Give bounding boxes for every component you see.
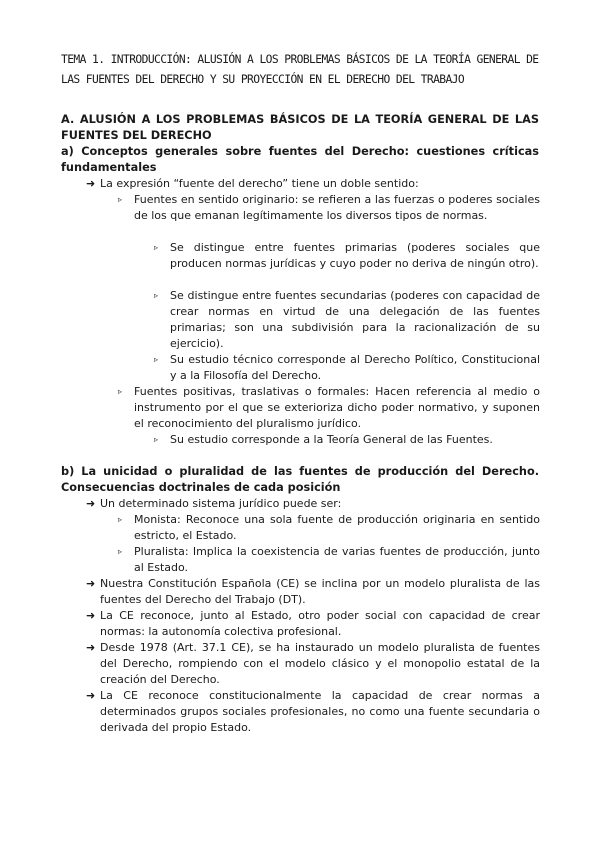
arrow-bullet-icon: ➜ [86, 577, 96, 590]
triangle-bullet-icon: ▹ [154, 243, 159, 252]
document-title: TEMA 1. INTRODUCCIÓN: ALUSIÓN A LOS PROBLEMAS BÁSICOS DE LA TEORÍA GENERAL DE LAS FUENTES DEL DERECHO Y SU PROYECCIÓN EN EL DERECHO DEL TRABAJO [61, 53, 539, 86]
triangle-bullet-icon: ▹ [118, 195, 123, 204]
list-item: Su estudio corresponde a la Teoría General de las Fuentes. [170, 433, 493, 446]
arrow-bullet-icon: ➜ [86, 689, 96, 702]
list-item: Pluralista: Implica la coexistencia de varias fuentes de producción, junto al Estado. [134, 545, 540, 574]
list-item: Fuentes en sentido originario: se refieren a las fuerzas o poderes sociales de los que emanan legítimamente los diversos tipos de normas. [134, 193, 540, 222]
list-item: La expresión “fuente del derecho” tiene un doble sentido: [100, 177, 419, 190]
list-item: Fuentes positivas, traslativas o formales: Hacen referencia al medio o instrumento por el que se exterioriza dicho poder normativo, y suponen el reconocimiento del pluralismo jurídico. [134, 385, 540, 430]
list-item: Se distingue entre fuentes secundarias (poderes con capacidad de crear normas en virtud de una delegación de las fuentes primarias; son una subdivisión para la racionalización de su ejercicio). [170, 289, 540, 350]
list-item: Su estudio técnico corresponde al Derecho Político, Constitucional y a la Filosofía del Derecho. [170, 353, 540, 382]
arrow-bullet-icon: ➜ [86, 497, 96, 510]
triangle-bullet-icon: ▹ [154, 355, 159, 364]
arrow-bullet-icon: ➜ [86, 641, 96, 654]
arrow-bullet-icon: ➜ [86, 177, 96, 190]
triangle-bullet-icon: ▹ [118, 547, 123, 556]
list-item: Se distingue entre fuentes primarias (poderes sociales que producen normas jurídicas y cuyo poder no deriva de ningún otro). [170, 241, 540, 270]
list-item: Un determinado sistema jurídico puede ser: [100, 497, 342, 510]
section-a-heading: A. ALUSIÓN A LOS PROBLEMAS BÁSICOS DE LA TEORÍA GENERAL DE LAS FUENTES DEL DERECHO [61, 113, 539, 142]
triangle-bullet-icon: ▹ [118, 387, 123, 396]
list-item: La CE reconoce constitucionalmente la capacidad de crear normas a determinados grupos sociales profesionales, no como una fuente secundaria o derivada del propio Estado. [100, 689, 540, 734]
list-item: Nuestra Constitución Española (CE) se inclina por un modelo pluralista de las fuentes del Derecho del Trabajo (DT). [100, 577, 540, 606]
list-item: La CE reconoce, junto al Estado, otro poder social con capacidad de crear normas: la autonomía colectiva profesional. [100, 609, 540, 638]
list-item: Monista: Reconoce una sola fuente de producción originaria en sentido estricto, el Estado. [134, 513, 540, 542]
triangle-bullet-icon: ▹ [154, 435, 159, 444]
triangle-bullet-icon: ▹ [118, 515, 123, 524]
list-item: Desde 1978 (Art. 37.1 CE), se ha instaurado un modelo pluralista de fuentes del Derecho, rompiendo con el modelo clásico y el monopolio estatal de la creación del Derecho. [100, 641, 540, 686]
triangle-bullet-icon: ▹ [154, 291, 159, 300]
arrow-bullet-icon: ➜ [86, 609, 96, 622]
subsection-b-heading: b) La unicidad o pluralidad de las fuentes de producción del Derecho. Consecuencias doctrinales de cada posición [61, 465, 539, 494]
subsection-a-heading: a) Conceptos generales sobre fuentes del Derecho: cuestiones críticas fundamentales [61, 145, 539, 174]
